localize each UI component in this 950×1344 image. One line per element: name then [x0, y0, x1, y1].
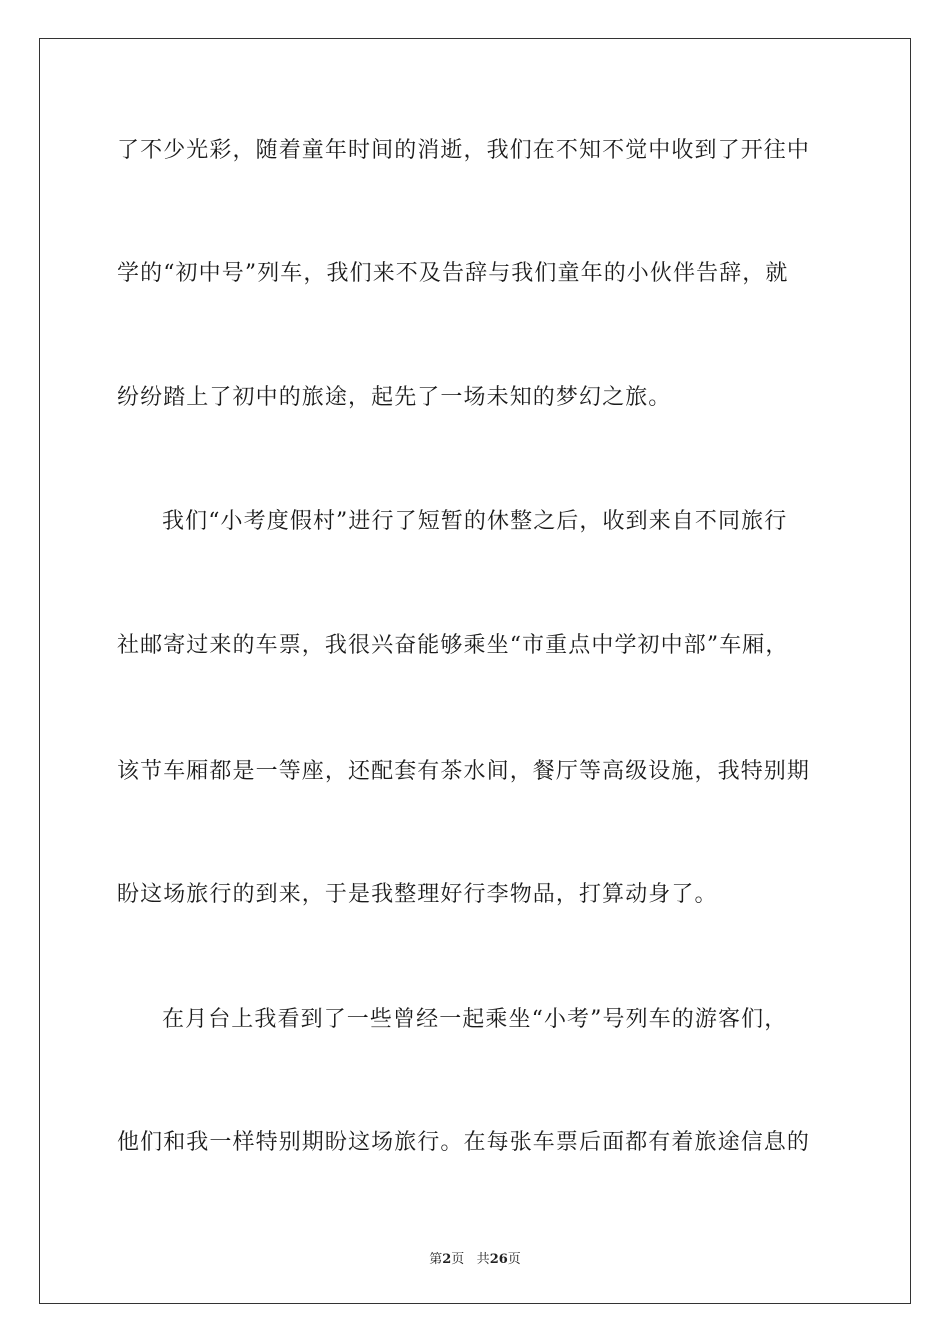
text-line-2: 学的“初中号”列车，我们来不及告辞与我们童年的小伙伴告辞，就: [117, 261, 789, 286]
text-line-9: 他们和我一样特别期盼这场旅行。在每张车票后面都有着旅途信息的: [117, 1130, 811, 1155]
page-border: [39, 38, 911, 1304]
text-line-4: 我们“小考度假村”进行了短暂的休整之后，收到来自不同旅行: [162, 509, 788, 534]
footer-page-number: 2: [442, 1252, 452, 1267]
footer-page-suffix: 页: [451, 1252, 465, 1267]
footer-page-prefix: 第: [429, 1252, 443, 1267]
text-line-7: 盼这场旅行的到来，于是我整理好行李物品，打算动身了。: [117, 882, 718, 907]
text-line-6: 该节车厢都是一等座，还配套有茶水间，餐厅等高级设施，我特别期: [117, 759, 811, 784]
text-line-3: 纷纷踏上了初中的旅途，起先了一场未知的梦幻之旅。: [117, 385, 672, 410]
text-line-5: 社邮寄过来的车票，我很兴奋能够乘坐“市重点中学初中部”车厢，: [117, 633, 789, 658]
page-footer: [0, 1248, 950, 1267]
text-line-8: 在月台上我看到了一些曾经一起乘坐“小考”号列车的游客们，: [162, 1007, 788, 1032]
text-line-1: 了不少光彩，随着童年时间的消逝，我们在不知不觉中收到了开往中: [117, 138, 811, 163]
footer-total-prefix: 共: [476, 1252, 490, 1267]
footer-total-suffix: 页: [507, 1252, 521, 1267]
footer-total-pages: 26: [489, 1252, 508, 1267]
